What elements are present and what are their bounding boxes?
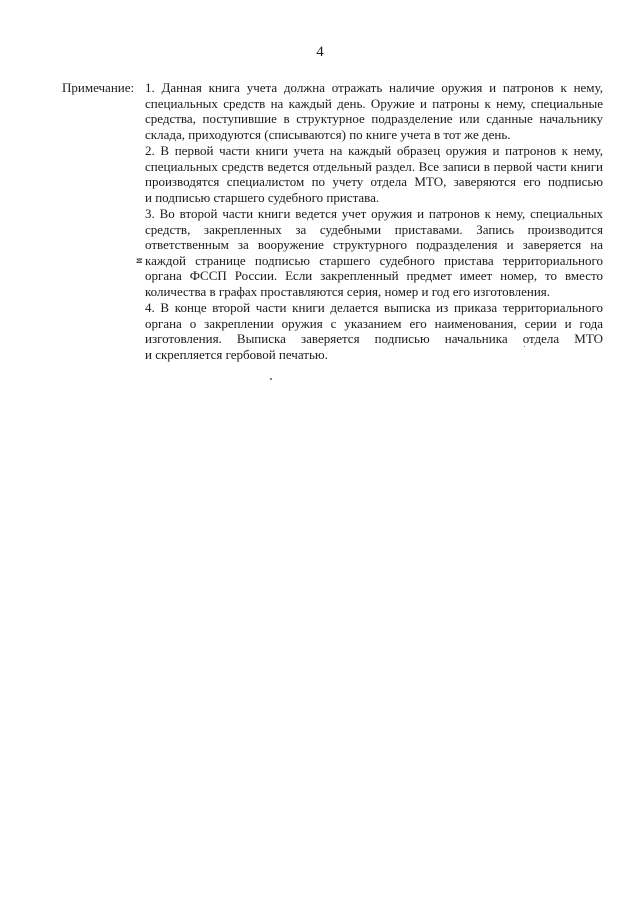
note-line: и подписью старшего судебного пристава.: [145, 189, 380, 205]
note-item-4: [145, 300, 603, 362]
note-label: Примечание:: [62, 80, 135, 95]
note-item-1: [145, 80, 603, 142]
note-line: 4. В конце второй части книги делается выписка из приказа территориального: [145, 300, 603, 315]
scan-speck: [270, 378, 272, 380]
note-line: органа о закреплении оружия с указанием его наименования, серии и года: [145, 315, 603, 331]
note-line: и скрепляется гербовой печатью.: [145, 346, 328, 362]
note-line: специальных средств ведется отдельный раздел. Все записи в первой части книги: [145, 158, 603, 174]
note-line: изготовления. Выписка заверяется подписью начальника отдела МТО: [145, 331, 603, 346]
margin-mark: ྈ: [136, 257, 143, 269]
note-line: каждой странице подписью старшего судебного пристава территориального: [145, 252, 603, 268]
note-line: ответственным за вооружение структурного подразделения и заверяется на: [145, 237, 603, 252]
note-body: [145, 80, 603, 363]
note-item-3: [145, 206, 603, 299]
note-line: 3. Во второй части книги ведется учет оружия и патронов к нему, специальных: [145, 206, 603, 221]
note-line: средства, поступившие в структурное подразделение или сданные начальнику: [145, 111, 603, 126]
note-line: 2. В первой части книги учета на каждый образец оружия и патронов к нему,: [145, 143, 603, 158]
note-line: средств, закрепленных за судебными приставами. Запись производится: [145, 221, 603, 237]
note-line: специальных средств на каждый день. Оружие и патроны к нему, специальные: [145, 95, 603, 111]
note-line: 1. Данная книга учета должна отражать наличие оружия и патронов к нему,: [145, 80, 603, 95]
note-line: органа ФССП России. Если закрепленный предмет имеет номер, то вместо: [145, 268, 603, 283]
note-line: производятся специалистом по учету отдела МТО, заверяются его подписью: [145, 174, 603, 189]
scan-speck: [524, 346, 525, 347]
note-item-2: [145, 143, 603, 205]
note-line: количества в графах проставляются серия, номер и год его изготовления.: [145, 283, 551, 299]
page-number: 4: [316, 44, 324, 60]
note-line: склада, приходуются (списываются) по книге учета в тот же день.: [145, 126, 511, 142]
